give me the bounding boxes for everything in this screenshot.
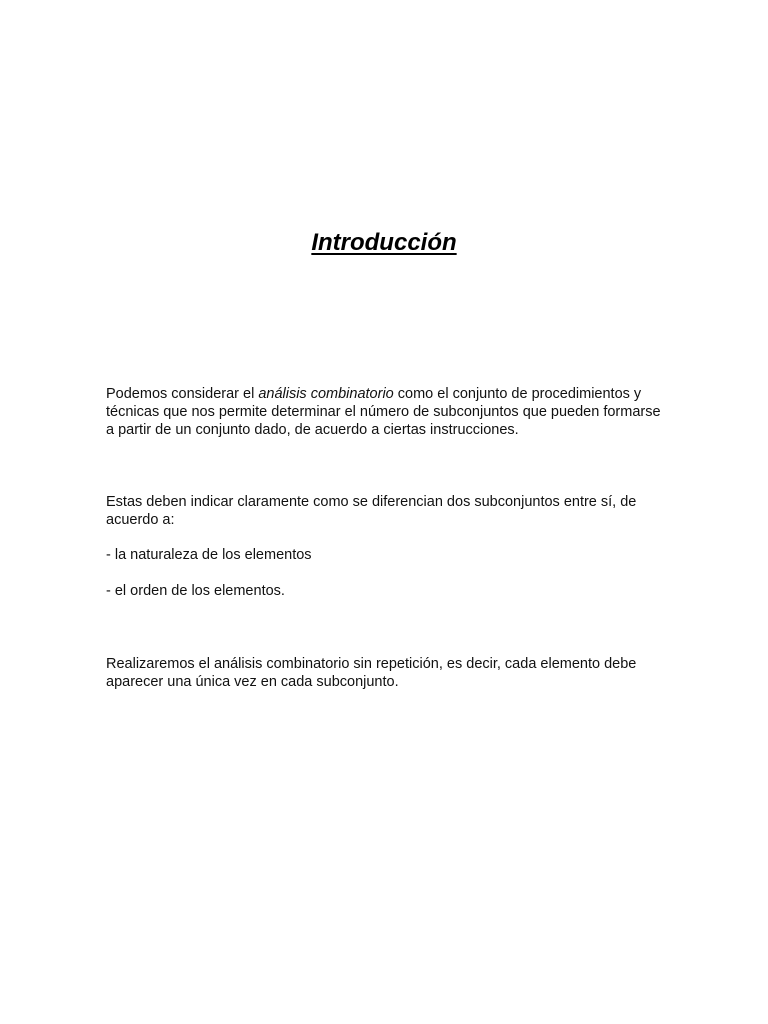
list-item-order: - el orden de los elementos. bbox=[106, 583, 285, 599]
conclusion-paragraph: Realizaremos el análisis combinatorio sin repetición, es decir, cada elemento debe aparecer una única vez en cada subconjunto. bbox=[106, 656, 637, 690]
intro-paragraph-emphasis: análisis combinatorio bbox=[258, 386, 394, 402]
page-title: Introducción bbox=[311, 229, 457, 256]
criteria-paragraph: Estas deben indicar claramente como se diferencian dos subconjuntos entre sí, de acuerdo a: bbox=[106, 494, 637, 528]
intro-paragraph bbox=[106, 385, 666, 439]
list-item-nature: - la naturaleza de los elementos bbox=[106, 547, 312, 563]
intro-paragraph-end: como el conjunto de procedimientos y técnicas que nos permite determinar el número de subconjuntos que pueden formarse a partir de un conjunto dado, de acuerdo a ciertas instrucciones. bbox=[106, 386, 661, 438]
intro-paragraph-start: Podemos considerar el bbox=[106, 386, 259, 402]
